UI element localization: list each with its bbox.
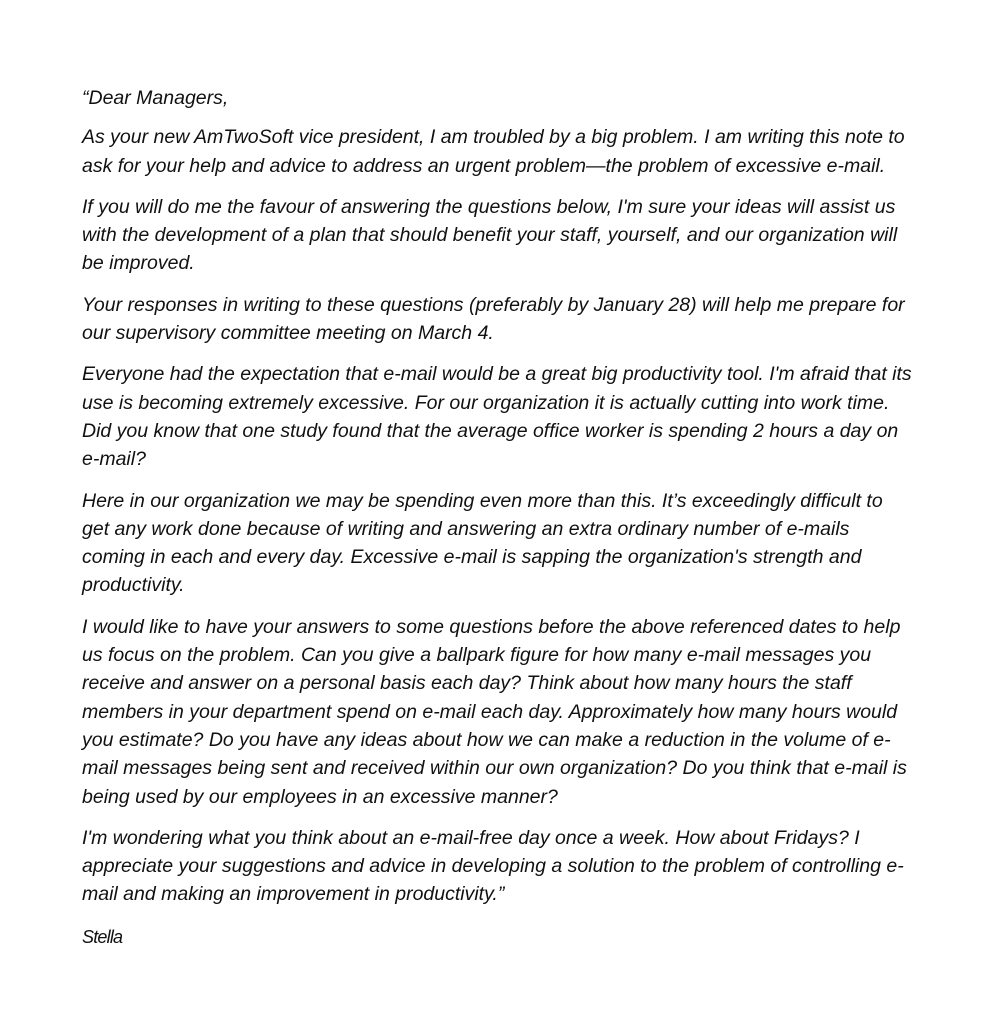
paragraph-closing: I'm wondering what you think about an e-mail-free day once a week. How about Fridays? I appreciate your suggestions and advice in developing a solution to the problem of controlling e-mail and making an improvement in productivity.”	[82, 826, 904, 906]
signature: Stella	[82, 926, 123, 947]
salutation: “Dear Managers,	[82, 87, 229, 109]
letter-body	[82, 84, 914, 951]
paragraph-intro: As your new AmTwoSoft vice president, I am troubled by a big problem. I am writing this note to ask for your help and advice to address an urgent problem—the problem of excessive e-mail.	[82, 126, 905, 177]
paragraph-expectation: Everyone had the expectation that e-mail would be a great big productivity tool. I'm afraid that its use is becoming extremely excessive. For our organization it is actually cutting into work time. Did you know that one study found that the average office worker is spending 2 hours a day on e-mail?	[82, 363, 912, 471]
paragraph-deadline: Your responses in writing to these questions (preferably by January 28) will help me prepare for our supervisory committee meeting on March 4.	[82, 293, 905, 345]
paragraph-questions: I would like to have your answers to some questions before the above referenced dates to help us focus on the problem. Can you give a ballpark figure for how many e-mail messages you receive and answer on a personal basis each day? Think about how many hours the staff members in your department spend on e-mail each day. Approximately how many hours would you estimate? Do you have any ideas about how we can make a reduction in the volume of e-mail messages being sent and received within our own organization? Do you think that e-mail is being used by our employees in an excessive manner?	[82, 615, 907, 808]
paragraph-impact: Here in our organization we may be spending even more than this. It’s exceedingly difficult to get any work done because of writing and answering an extra ordinary number of e-mails coming in each and every day. Excessive e-mail is sapping the organization's strength and productivity.	[82, 489, 883, 597]
paragraph-request: If you will do me the favour of answering the questions below, I'm sure your ideas will assist us with the development of a plan that should benefit your staff, yourself, and our organization will be improved.	[82, 195, 898, 275]
